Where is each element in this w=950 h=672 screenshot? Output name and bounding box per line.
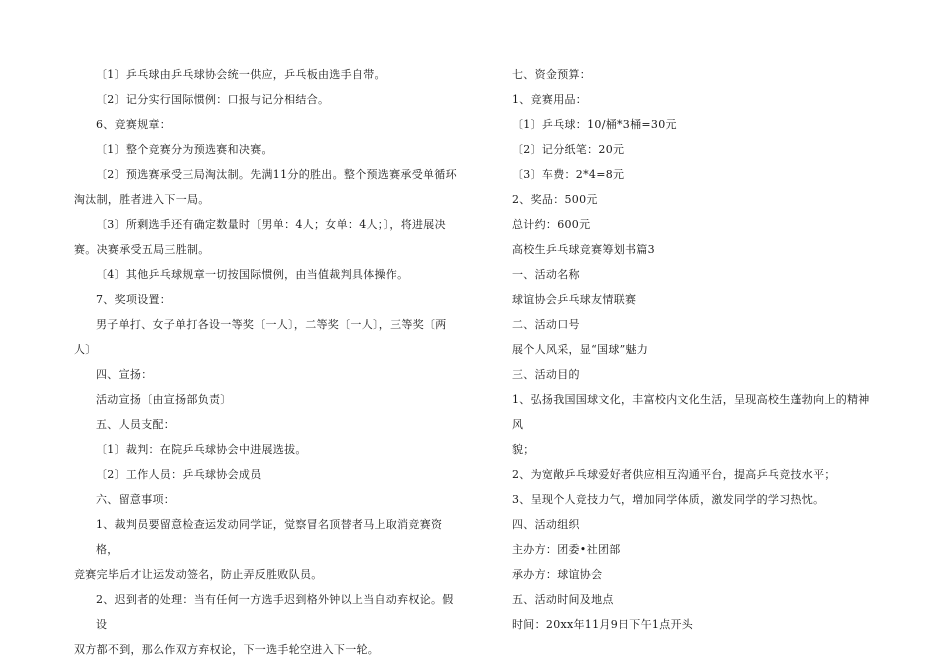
right-line-2: 1、竞赛用品： — [512, 93, 588, 106]
left-column — [74, 62, 464, 662]
left-line-22: 双方都不到，那么作双方弃权论，下一选手轮空进入下一轮。 — [74, 643, 380, 656]
right-line-16: 2、为宽敞乒乓球爱好者供应相互沟通平台，提高乒乓竞技水平； — [512, 468, 836, 481]
right-line-21: 五、活动时间及地点 — [512, 593, 614, 606]
left-line-9: 〔4〕其他乒乓球规章一切按国际惯例，由当值裁判具体操作。 — [96, 268, 409, 281]
left-line-2: 〔2〕记分实行国际惯例：口报与记分相结合。 — [96, 93, 330, 106]
right-line-5: 〔3〕车费：2*4=8元 — [512, 168, 625, 181]
left-line-17: 〔2〕工作人员：乒乓球协会成员 — [96, 468, 262, 481]
left-line-14: 活动宣扬〔由宣扬部负责〕 — [96, 393, 232, 406]
right-line-9: 一、活动名称 — [512, 268, 580, 281]
left-line-8: 赛。决赛承受五局三胜制。 — [74, 243, 210, 256]
left-line-5: 〔2〕预选赛承受三局淘汰制。先满11分的胜出。整个预选赛承受单循环 — [96, 168, 457, 181]
right-line-17: 3、呈现个人竞技力气，增加同学体质，激发同学的学习热忱。 — [512, 493, 825, 506]
right-line-10: 球谊协会乒乓球友情联赛 — [512, 293, 637, 306]
left-line-4: 〔1〕整个竞赛分为预选赛和决赛。 — [96, 143, 273, 156]
right-line-6: 2、奖品：500元 — [512, 193, 598, 206]
right-column — [512, 62, 877, 637]
left-line-19: 1、裁判员要留意检查运发动同学证，觉察冒名顶替者马上取消竞赛资格， — [96, 518, 443, 556]
left-line-1: 〔1〕乒乓球由乒乓球协会统一供应，乒乓板由选手自带。 — [96, 68, 386, 81]
left-line-10: 7、奖项设置： — [96, 293, 172, 306]
right-line-13: 三、活动目的 — [512, 368, 580, 381]
left-line-12: 人〕 — [74, 343, 97, 356]
right-line-12: 展个人风采，显“国球”魅力 — [512, 343, 649, 356]
right-line-15: 貌； — [512, 443, 535, 456]
right-line-20: 承办方：球谊协会 — [512, 568, 603, 581]
left-line-21: 2、迟到者的处理：当有任何一方选手迟到格外钟以上当自动弃权论。假设 — [96, 593, 454, 631]
right-line-1: 七、资金预算： — [512, 68, 592, 81]
right-line-3: 〔1〕乒乓球：10/桶*3桶=30元 — [512, 118, 677, 131]
left-line-18: 六、留意事项： — [96, 493, 176, 506]
right-line-19: 主办方：团委•社团部 — [512, 543, 621, 556]
left-line-7: 〔3〕所剩选手还有确定数量时〔男单：4人；女单：4人；〕，将进展决 — [96, 218, 446, 231]
right-line-7: 总计约：600元 — [512, 218, 591, 231]
right-line-14: 1、弘扬我国国球文化，丰富校内文化生活，呈现高校生蓬勃向上的精神风 — [512, 393, 870, 431]
right-line-11: 二、活动口号 — [512, 318, 580, 331]
right-line-8: 高校生乒乓球竞赛筹划书篇3 — [512, 243, 655, 256]
left-line-13: 四、宣扬： — [96, 368, 153, 381]
left-line-20: 竞赛完毕后才让运发动签名，防止弄反胜败队员。 — [74, 568, 323, 581]
left-line-16: 〔1〕裁判：在院乒乓球协会中进展选拔。 — [96, 443, 307, 456]
left-line-3: 6、竞赛规章： — [96, 118, 172, 131]
right-line-18: 四、活动组织 — [512, 518, 580, 531]
left-line-15: 五、人员支配： — [96, 418, 176, 431]
right-line-4: 〔2〕记分纸笔：20元 — [512, 143, 625, 156]
left-line-6: 淘汰制，胜者进入下一局。 — [74, 193, 210, 206]
left-line-11: 男子单打、女子单打各设一等奖〔一人〕，二等奖〔一人〕，三等奖〔两 — [96, 318, 447, 331]
right-line-22: 时间：20xx年11月9日下午1点开头 — [512, 618, 694, 631]
